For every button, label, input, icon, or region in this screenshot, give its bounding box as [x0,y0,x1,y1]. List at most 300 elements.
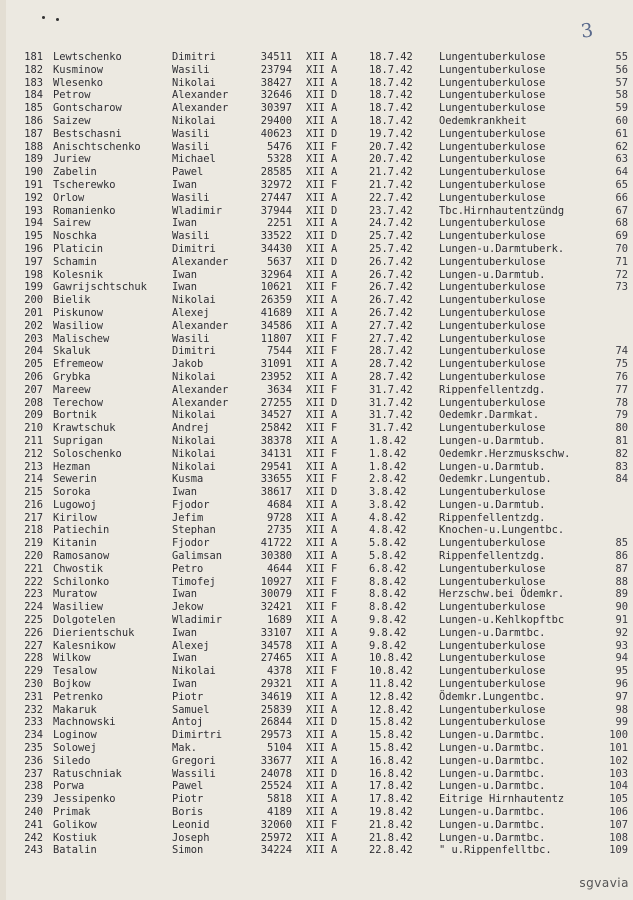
surname: Wilkow [53,652,91,665]
row-number: 183 [24,76,43,89]
death-date: 17.8.42 [369,780,413,793]
record-row [6,371,633,384]
camp-unit: XII A [306,626,338,639]
record-list [6,51,633,857]
prisoner-number: 41689 [260,306,292,319]
reference-number: 100 [609,729,628,742]
death-date: 11.8.42 [369,678,413,691]
prisoner-number: 9728 [266,511,292,524]
surname: Bojkow [53,678,91,691]
surname: Kolesnik [53,268,104,281]
given-name: Dimitri [172,51,216,63]
cause-of-death: Oedemkr.Darmkat. [439,409,540,422]
given-name: Nikolai [172,434,216,447]
cause-of-death: Eitrige Hirnhautentz [439,793,565,806]
cause-of-death: Lungentuberkulose [439,319,546,332]
death-date: 18.7.42 [369,51,413,63]
reference-number: 80 [615,422,628,435]
cause-of-death: Lungentuberkulose [439,678,546,691]
reference-number: 84 [615,473,628,486]
record-row [6,524,633,537]
record-row [6,716,633,729]
surname: Grybka [53,370,91,383]
record-row [6,563,633,576]
record-row [6,665,633,678]
given-name: Wasili [172,127,210,140]
cause-of-death: Lungentuberkulose [439,127,546,140]
death-date: 16.8.42 [369,754,413,767]
reference-number: 70 [615,242,628,255]
prisoner-number: 27465 [260,652,292,665]
record-row [6,153,633,166]
record-row [6,435,633,448]
reference-number: 108 [609,831,628,844]
record-row [6,230,633,243]
death-date: 27.7.42 [369,319,413,332]
cause-of-death: Herzschw.bei Ödemkr. [439,588,565,601]
death-date: 31.7.42 [369,422,413,435]
reference-number: 87 [615,562,628,575]
record-row [6,806,633,819]
prisoner-number: 38378 [260,434,292,447]
given-name: Fjodor [172,498,210,511]
record-row [6,537,633,550]
cause-of-death: Oedemkr.Herzmuskschw. [439,447,571,460]
camp-unit: XII A [306,102,338,115]
death-date: 15.8.42 [369,716,413,729]
cause-of-death: Lungen-u.Darmtuberk. [439,242,565,255]
row-number: 196 [24,242,43,255]
surname: Tesalow [53,665,97,678]
camp-unit: XII A [306,217,338,230]
prisoner-number: 26359 [260,294,292,307]
record-row [6,755,633,768]
death-date: 6.8.42 [369,562,407,575]
reference-number: 64 [615,166,628,179]
row-number: 218 [24,524,43,537]
given-name: Alexander [172,396,229,409]
death-date: 28.7.42 [369,370,413,383]
death-date: 5.8.42 [369,537,407,550]
camp-unit: XII D [306,89,338,102]
surname: Wasiliew [53,601,104,614]
camp-unit: XII F [306,332,338,345]
given-name: Wassili [172,767,216,780]
surname: Muratow [53,588,97,601]
prisoner-number: 32060 [260,818,292,831]
ink-dot [42,16,45,19]
reference-number: 73 [615,281,628,294]
cause-of-death: Lungentuberkulose [439,396,546,409]
record-row [6,588,633,601]
camp-unit: XII A [306,268,338,281]
record-row [6,819,633,832]
death-date: 18.7.42 [369,114,413,127]
cause-of-death: Lungen-u.Darmtbc. [439,818,546,831]
prisoner-number: 29573 [260,729,292,742]
given-name: Nikolai [172,460,216,473]
cause-of-death: Lungentuberkulose [439,153,546,166]
row-number: 232 [24,703,43,716]
prisoner-number: 25524 [260,780,292,793]
record-row [6,205,633,218]
prisoner-number: 3634 [266,383,292,396]
record-row [6,358,633,371]
prisoner-number: 5818 [266,793,292,806]
surname: Chwostik [53,562,104,575]
reference-number: 55 [615,51,628,63]
given-name: Dimitri [172,345,216,358]
record-row [6,486,633,499]
surname: Dolgotelen [53,614,116,627]
row-number: 185 [24,102,43,115]
camp-unit: XII A [306,294,338,307]
given-name: Antoj [172,716,204,729]
cause-of-death: Tbc.Hirnhautentzündg [439,204,565,217]
record-row [6,115,633,128]
cause-of-death: Lungentuberkulose [439,102,546,115]
record-row [6,704,633,717]
reference-number: 67 [615,204,628,217]
surname: Hezman [53,460,91,473]
cause-of-death: " u.Rippenfelltbc. [439,844,552,857]
given-name: Jekow [172,601,204,614]
cause-of-death: Lungentuberkulose [439,601,546,614]
reference-number: 56 [615,63,628,76]
row-number: 243 [24,844,43,857]
row-number: 240 [24,806,43,819]
cause-of-death: Lungen-u.Darmtub. [439,434,546,447]
camp-unit: XII D [306,204,338,217]
row-number: 184 [24,89,43,102]
record-row [6,320,633,333]
camp-unit: XII F [306,140,338,153]
camp-unit: XII D [306,255,338,268]
death-date: 4.8.42 [369,511,407,524]
camp-unit: XII A [306,242,338,255]
camp-unit: XII A [306,703,338,716]
death-date: 31.7.42 [369,383,413,396]
row-number: 215 [24,486,43,499]
cause-of-death: Lungen-u.Darmtbc. [439,780,546,793]
camp-unit: XII A [306,319,338,332]
cause-of-death: Lungentuberkulose [439,89,546,102]
camp-unit: XII A [306,780,338,793]
prisoner-number: 32972 [260,178,292,191]
record-row [6,422,633,435]
record-row [6,64,633,77]
given-name: Alexander [172,89,229,102]
reference-number: 94 [615,652,628,665]
camp-unit: XII F [306,562,338,575]
prisoner-number: 33107 [260,626,292,639]
surname: Lugowoj [53,498,97,511]
surname: Romanienko [53,204,116,217]
cause-of-death: Lungentuberkulose [439,486,546,499]
camp-unit: XII A [306,831,338,844]
prisoner-number: 29541 [260,460,292,473]
surname: Soloschenko [53,447,122,460]
cause-of-death: Lungen-u.Kehlkopftbc [439,614,565,627]
row-number: 221 [24,562,43,575]
camp-unit: XII A [306,409,338,422]
prisoner-number: 30079 [260,588,292,601]
row-number: 204 [24,345,43,358]
death-date: 23.7.42 [369,204,413,217]
surname: Wlesenko [53,76,104,89]
given-name: Piotr [172,690,204,703]
given-name: Leonid [172,818,210,831]
prisoner-number: 33522 [260,230,292,243]
row-number: 236 [24,754,43,767]
camp-unit: XII A [306,537,338,550]
given-name: Wladimir [172,204,223,217]
given-name: Iwan [172,626,198,639]
record-row [6,780,633,793]
camp-unit: XII D [306,767,338,780]
record-row [6,294,633,307]
cause-of-death: Lungentuberkulose [439,294,546,307]
given-name: Kusma [172,473,204,486]
surname: Terechow [53,396,104,409]
record-row [6,614,633,627]
prisoner-number: 34586 [260,319,292,332]
prisoner-number: 24078 [260,767,292,780]
record-row [6,742,633,755]
surname: Suprigan [53,434,104,447]
given-name: Andrej [172,422,210,435]
prisoner-number: 10927 [260,575,292,588]
death-date: 26.7.42 [369,255,413,268]
camp-unit: XII F [306,422,338,435]
given-name: Iwan [172,178,198,191]
death-date: 8.8.42 [369,588,407,601]
reference-number: 88 [615,575,628,588]
death-date: 12.8.42 [369,690,413,703]
given-name: Iwan [172,678,198,691]
given-name: Stephan [172,524,216,537]
ink-dot [56,18,59,21]
reference-number: 65 [615,178,628,191]
prisoner-number: 37944 [260,204,292,217]
death-date: 10.8.42 [369,665,413,678]
reference-number: 95 [615,665,628,678]
reference-number: 106 [609,806,628,819]
death-date: 31.7.42 [369,396,413,409]
camp-unit: XII A [306,370,338,383]
death-date: 26.7.42 [369,306,413,319]
death-date: 2.8.42 [369,473,407,486]
reference-number: 107 [609,818,628,831]
camp-unit: XII A [306,51,338,63]
prisoner-number: 34430 [260,242,292,255]
row-number: 205 [24,358,43,371]
camp-unit: XII F [306,345,338,358]
row-number: 194 [24,217,43,230]
row-number: 212 [24,447,43,460]
watermark: sgvavia [579,876,629,890]
camp-unit: XII A [306,114,338,127]
given-name: Nikolai [172,665,216,678]
record-row [6,307,633,320]
surname: Bestschasni [53,127,122,140]
given-name: Alexej [172,639,210,652]
given-name: Iwan [172,217,198,230]
surname: Saizew [53,114,91,127]
death-date: 26.7.42 [369,268,413,281]
camp-unit: XII A [306,742,338,755]
row-number: 222 [24,575,43,588]
cause-of-death: Lungentuberkulose [439,76,546,89]
prisoner-number: 25839 [260,703,292,716]
given-name: Pawel [172,780,204,793]
camp-unit: XII F [306,447,338,460]
camp-unit: XII A [306,434,338,447]
cause-of-death: Lungen-u.Darmtbc. [439,729,546,742]
cause-of-death: Lungentuberkulose [439,652,546,665]
prisoner-number: 11807 [260,332,292,345]
reference-number: 97 [615,690,628,703]
row-number: 195 [24,230,43,243]
cause-of-death: Lungen-u.Darmtbc. [439,767,546,780]
record-row [6,652,633,665]
prisoner-number: 5104 [266,742,292,755]
surname: Dierientschuk [53,626,135,639]
row-number: 225 [24,614,43,627]
reference-number: 82 [615,447,628,460]
row-number: 230 [24,678,43,691]
camp-unit: XII A [306,652,338,665]
prisoner-number: 30380 [260,550,292,563]
surname: Efremeow [53,358,104,371]
given-name: Wasili [172,63,210,76]
record-row [6,729,633,742]
death-date: 17.8.42 [369,793,413,806]
row-number: 216 [24,498,43,511]
given-name: Boris [172,806,204,819]
death-date: 8.8.42 [369,601,407,614]
surname: Batalin [53,844,97,857]
death-date: 26.7.42 [369,281,413,294]
row-number: 233 [24,716,43,729]
prisoner-number: 38617 [260,486,292,499]
given-name: Alexander [172,383,229,396]
prisoner-number: 30397 [260,102,292,115]
surname: Patiechin [53,524,110,537]
record-row [6,384,633,397]
camp-unit: XII D [306,396,338,409]
given-name: Wasili [172,191,210,204]
camp-unit: XII F [306,575,338,588]
camp-unit: XII A [306,678,338,691]
cause-of-death: Lungentuberkulose [439,358,546,371]
record-row [6,179,633,192]
surname: Solowej [53,742,97,755]
given-name: Pawel [172,166,204,179]
cause-of-death: Lungentuberkulose [439,63,546,76]
camp-unit: XII A [306,511,338,524]
reference-number: 58 [615,89,628,102]
death-date: 1.8.42 [369,434,407,447]
row-number: 187 [24,127,43,140]
given-name: Nikolai [172,114,216,127]
reference-number: 89 [615,588,628,601]
camp-unit: XII A [306,153,338,166]
camp-unit: XII A [306,166,338,179]
given-name: Alexander [172,255,229,268]
surname: Ramosanow [53,550,110,563]
cause-of-death: Lungentuberkulose [439,51,546,63]
cause-of-death: Lungen-u.Darmtub. [439,460,546,473]
prisoner-number: 5637 [266,255,292,268]
surname: Primak [53,806,91,819]
reference-number: 83 [615,460,628,473]
death-date: 1.8.42 [369,447,407,460]
camp-unit: XII A [306,76,338,89]
surname: Kostiuk [53,831,97,844]
prisoner-number: 29321 [260,678,292,691]
row-number: 192 [24,191,43,204]
row-number: 191 [24,178,43,191]
cause-of-death: Lungen-u.Darmtub. [439,268,546,281]
cause-of-death: Lungentuberkulose [439,575,546,588]
record-row [6,461,633,474]
surname: Bortnik [53,409,97,422]
given-name: Gregori [172,754,216,767]
row-number: 224 [24,601,43,614]
camp-unit: XII F [306,588,338,601]
cause-of-death: Ödemkr.Lungentbc. [439,690,546,703]
reference-number: 74 [615,345,628,358]
death-date: 16.8.42 [369,767,413,780]
death-date: 1.8.42 [369,460,407,473]
death-date: 24.7.42 [369,217,413,230]
camp-unit: XII F [306,473,338,486]
cause-of-death: Lungentuberkulose [439,306,546,319]
camp-unit: XII A [306,729,338,742]
record-row [6,192,633,205]
prisoner-number: 34511 [260,51,292,63]
cause-of-death: Lungentuberkulose [439,665,546,678]
death-date: 22.8.42 [369,844,413,857]
reference-number: 109 [609,844,628,857]
surname: Skaluk [53,345,91,358]
given-name: Michael [172,153,216,166]
given-name: Joseph [172,831,210,844]
record-row [6,844,633,857]
given-name: Wasili [172,230,210,243]
surname: Lewtschenko [53,51,122,63]
row-number: 237 [24,767,43,780]
row-number: 201 [24,306,43,319]
given-name: Nikolai [172,447,216,460]
reference-number: 62 [615,140,628,153]
cause-of-death: Lungentuberkulose [439,281,546,294]
camp-unit: XII D [306,716,338,729]
reference-number: 102 [609,754,628,767]
row-number: 203 [24,332,43,345]
death-date: 9.8.42 [369,626,407,639]
prisoner-number: 23952 [260,370,292,383]
surname: Sewerin [53,473,97,486]
surname: Schilonko [53,575,110,588]
camp-unit: XII A [306,793,338,806]
camp-unit: XII A [306,806,338,819]
cause-of-death: Lungen-u.Darmtbc. [439,806,546,819]
given-name: Wladimir [172,614,223,627]
reference-number: 76 [615,370,628,383]
given-name: Galimsan [172,550,223,563]
